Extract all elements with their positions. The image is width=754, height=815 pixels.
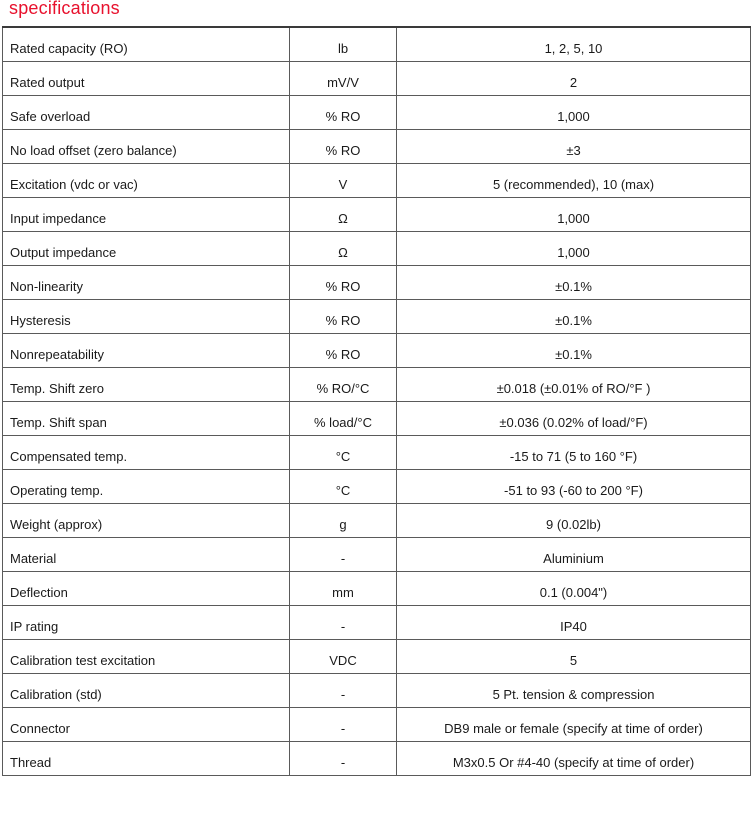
parameter-cell: Compensated temp. xyxy=(3,435,290,469)
value-cell: 5 xyxy=(397,639,751,673)
table-row xyxy=(3,61,751,95)
table-row xyxy=(3,401,751,435)
table-row xyxy=(3,707,751,741)
value-cell: ±0.018 (±0.01% of RO/°F ) xyxy=(397,367,751,401)
value-cell: 5 Pt. tension & compression xyxy=(397,673,751,707)
parameter-cell: Material xyxy=(3,537,290,571)
value-cell: 1,000 xyxy=(397,197,751,231)
table-row xyxy=(3,537,751,571)
parameter-cell: Calibration (std) xyxy=(3,673,290,707)
parameter-cell: Weight (approx) xyxy=(3,503,290,537)
value-cell: ±0.036 (0.02% of load/°F) xyxy=(397,401,751,435)
unit-cell: VDC xyxy=(290,639,397,673)
value-cell: M3x0.5 Or #4-40 (specify at time of order) xyxy=(397,741,751,775)
table-row xyxy=(3,435,751,469)
table-row xyxy=(3,571,751,605)
unit-cell: % RO xyxy=(290,265,397,299)
parameter-cell: Temp. Shift span xyxy=(3,401,290,435)
parameter-cell: Safe overload xyxy=(3,95,290,129)
table-row xyxy=(3,299,751,333)
unit-cell: - xyxy=(290,673,397,707)
table-row xyxy=(3,333,751,367)
unit-cell: mV/V xyxy=(290,61,397,95)
parameter-cell: Output impedance xyxy=(3,231,290,265)
value-cell: 1,000 xyxy=(397,231,751,265)
value-cell: DB9 male or female (specify at time of order) xyxy=(397,707,751,741)
unit-cell: mm xyxy=(290,571,397,605)
value-cell: ±0.1% xyxy=(397,333,751,367)
specifications-table xyxy=(2,26,751,776)
unit-cell: - xyxy=(290,707,397,741)
parameter-cell: Hysteresis xyxy=(3,299,290,333)
unit-cell: Ω xyxy=(290,197,397,231)
unit-cell: - xyxy=(290,537,397,571)
parameter-cell: Deflection xyxy=(3,571,290,605)
value-cell: IP40 xyxy=(397,605,751,639)
table-row xyxy=(3,163,751,197)
unit-cell: % RO/°C xyxy=(290,367,397,401)
parameter-cell: Excitation (vdc or vac) xyxy=(3,163,290,197)
table-row xyxy=(3,605,751,639)
unit-cell: % RO xyxy=(290,333,397,367)
table-row xyxy=(3,129,751,163)
unit-cell: - xyxy=(290,605,397,639)
table-row xyxy=(3,231,751,265)
value-cell: 2 xyxy=(397,61,751,95)
table-row xyxy=(3,265,751,299)
parameter-cell: Calibration test excitation xyxy=(3,639,290,673)
table-row xyxy=(3,503,751,537)
parameter-cell: Operating temp. xyxy=(3,469,290,503)
page-title: specifications xyxy=(9,0,120,18)
value-cell: Aluminium xyxy=(397,537,751,571)
parameter-cell: Non-linearity xyxy=(3,265,290,299)
table-row xyxy=(3,27,751,61)
parameter-cell: No load offset (zero balance) xyxy=(3,129,290,163)
table-row xyxy=(3,673,751,707)
value-cell: 9 (0.02lb) xyxy=(397,503,751,537)
value-cell: ±0.1% xyxy=(397,299,751,333)
table-row xyxy=(3,95,751,129)
value-cell: ±3 xyxy=(397,129,751,163)
value-cell: ±0.1% xyxy=(397,265,751,299)
parameter-cell: Connector xyxy=(3,707,290,741)
table-row xyxy=(3,469,751,503)
unit-cell: lb xyxy=(290,27,397,61)
parameter-cell: Thread xyxy=(3,741,290,775)
unit-cell: V xyxy=(290,163,397,197)
parameter-cell: Temp. Shift zero xyxy=(3,367,290,401)
table-row xyxy=(3,741,751,775)
unit-cell: °C xyxy=(290,469,397,503)
parameter-cell: Rated output xyxy=(3,61,290,95)
unit-cell: % RO xyxy=(290,129,397,163)
parameter-cell: Nonrepeatability xyxy=(3,333,290,367)
value-cell: -15 to 71 (5 to 160 °F) xyxy=(397,435,751,469)
unit-cell: % load/°C xyxy=(290,401,397,435)
unit-cell: % RO xyxy=(290,299,397,333)
value-cell: 5 (recommended), 10 (max) xyxy=(397,163,751,197)
unit-cell: °C xyxy=(290,435,397,469)
unit-cell: % RO xyxy=(290,95,397,129)
value-cell: 1,000 xyxy=(397,95,751,129)
parameter-cell: IP rating xyxy=(3,605,290,639)
table-row xyxy=(3,639,751,673)
parameter-cell: Rated capacity (RO) xyxy=(3,27,290,61)
parameter-cell: Input impedance xyxy=(3,197,290,231)
unit-cell: Ω xyxy=(290,231,397,265)
unit-cell: - xyxy=(290,741,397,775)
table-row xyxy=(3,197,751,231)
value-cell: 0.1 (0.004") xyxy=(397,571,751,605)
table-row xyxy=(3,367,751,401)
value-cell: 1, 2, 5, 10 xyxy=(397,27,751,61)
unit-cell: g xyxy=(290,503,397,537)
value-cell: -51 to 93 (-60 to 200 °F) xyxy=(397,469,751,503)
